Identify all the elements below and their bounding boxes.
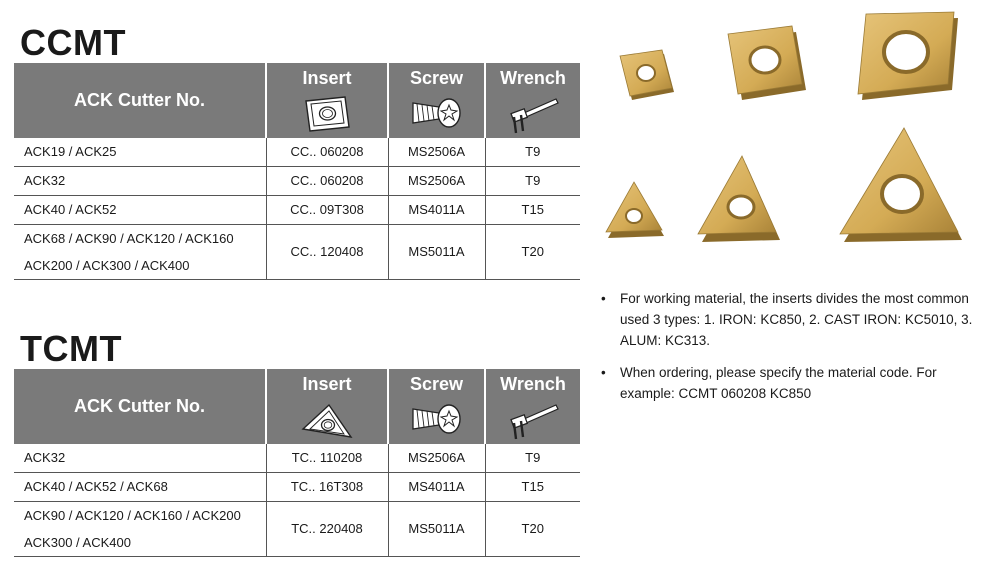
table-row bbox=[14, 225, 580, 280]
note-item bbox=[598, 288, 988, 351]
cutter-cell bbox=[14, 225, 266, 280]
cutter-number: ACK40 / ACK52 / ACK68 bbox=[24, 479, 168, 494]
screw-code-cell: MS2506A bbox=[388, 167, 485, 196]
cutter-number: ACK19 / ACK25 bbox=[24, 144, 117, 159]
cutter-number: ACK200 / ACK300 / ACK400 bbox=[24, 258, 190, 273]
cutter-cell bbox=[14, 196, 266, 225]
triangular-insert-icon bbox=[299, 399, 355, 443]
screw-code-cell: MS2506A bbox=[388, 138, 485, 167]
screw-code-cell: MS2506A bbox=[388, 444, 485, 473]
ccmt-header-insert-label: Insert bbox=[302, 68, 352, 88]
tcmt-header-cutter: ACK Cutter No. bbox=[14, 369, 266, 444]
bullet-icon: • bbox=[601, 365, 606, 380]
note-item bbox=[598, 362, 988, 404]
ccmt-header-cutter: ACK Cutter No. bbox=[14, 63, 266, 138]
ccmt-header-wrench-label: Wrench bbox=[500, 68, 566, 88]
tcmt-header-insert-label: Insert bbox=[302, 374, 352, 394]
cutter-cell bbox=[14, 444, 266, 473]
wrench-code-cell: T15 bbox=[485, 473, 580, 502]
note-text: When ordering, please specify the material code. For example: CCMT 060208 KC850 bbox=[620, 365, 937, 401]
cutter-cell bbox=[14, 502, 266, 557]
insert-code-cell: CC.. 09T308 bbox=[266, 196, 388, 225]
cutter-number: ACK40 / ACK52 bbox=[24, 202, 117, 217]
cutter-cell bbox=[14, 138, 266, 167]
cutter-number: ACK68 / ACK90 / ACK120 / ACK160 bbox=[24, 231, 234, 246]
cutter-cell bbox=[14, 167, 266, 196]
ccmt-table bbox=[14, 63, 580, 280]
ccmt-header-row bbox=[14, 63, 580, 138]
wrench-code-cell: T15 bbox=[485, 196, 580, 225]
table-row bbox=[14, 196, 580, 225]
table-row bbox=[14, 167, 580, 196]
tcmt-insert-medium-image bbox=[698, 156, 780, 242]
cutter-cell bbox=[14, 473, 266, 502]
wrench-code-cell: T9 bbox=[485, 138, 580, 167]
tcmt-header-wrench bbox=[485, 369, 580, 444]
wrench-code-cell: T9 bbox=[485, 167, 580, 196]
insert-code-cell: CC.. 060208 bbox=[266, 167, 388, 196]
table-row bbox=[14, 444, 580, 473]
ccmt-title: CCMT bbox=[20, 22, 126, 63]
tcmt-insert-large-image bbox=[840, 128, 962, 242]
cutter-number: ACK32 bbox=[24, 173, 66, 188]
cutter-number: ACK90 / ACK120 / ACK160 / ACK200 bbox=[24, 508, 241, 523]
screw-code-cell: MS5011A bbox=[388, 225, 485, 280]
wrench-code-cell: T20 bbox=[485, 225, 580, 280]
notes-list bbox=[598, 288, 988, 415]
rhombic-insert-icon bbox=[301, 93, 353, 135]
screw-code-cell: MS5011A bbox=[388, 502, 485, 557]
torx-wrench-icon bbox=[504, 399, 562, 443]
table-row bbox=[14, 473, 580, 502]
tcmt-header-row bbox=[14, 369, 580, 444]
screw-code-cell: MS4011A bbox=[388, 473, 485, 502]
ccmt-insert-medium-image bbox=[728, 26, 806, 100]
insert-code-cell: CC.. 120408 bbox=[266, 225, 388, 280]
insert-product-images bbox=[600, 8, 985, 248]
tcmt-header-screw-label: Screw bbox=[409, 374, 464, 394]
screw-code-cell: MS4011A bbox=[388, 196, 485, 225]
ccmt-header-screw-label: Screw bbox=[409, 68, 464, 88]
tcmt-table-body bbox=[14, 444, 580, 557]
tcmt-insert-small-image bbox=[606, 182, 664, 238]
wrench-code-cell: T9 bbox=[485, 444, 580, 473]
torx-screw-icon bbox=[409, 399, 465, 439]
bullet-icon: • bbox=[601, 291, 606, 306]
tcmt-header-wrench-label: Wrench bbox=[500, 374, 566, 394]
table-row bbox=[14, 138, 580, 167]
ccmt-insert-small-image bbox=[620, 50, 674, 100]
torx-screw-icon bbox=[409, 93, 465, 133]
tcmt-table bbox=[14, 369, 580, 557]
cutter-number: ACK300 / ACK400 bbox=[24, 535, 131, 550]
ccmt-table-body bbox=[14, 138, 580, 280]
ccmt-insert-large-image bbox=[858, 12, 958, 100]
cutter-number: ACK32 bbox=[24, 450, 66, 465]
tcmt-header-insert bbox=[266, 369, 388, 444]
tcmt-title: TCMT bbox=[20, 328, 122, 369]
note-text: For working material, the inserts divides the most common used 3 types: 1. IRON: KC850, 2. CAST IRON: KC5010, 3. ALUM: KC313. bbox=[620, 291, 973, 348]
table-row bbox=[14, 502, 580, 557]
insert-code-cell: CC.. 060208 bbox=[266, 138, 388, 167]
insert-code-cell: TC.. 110208 bbox=[266, 444, 388, 473]
ccmt-header-screw bbox=[388, 63, 485, 138]
insert-code-cell: TC.. 220408 bbox=[266, 502, 388, 557]
ccmt-header-wrench bbox=[485, 63, 580, 138]
insert-code-cell: TC.. 16T308 bbox=[266, 473, 388, 502]
ccmt-header-insert bbox=[266, 63, 388, 138]
wrench-code-cell: T20 bbox=[485, 502, 580, 557]
torx-wrench-icon bbox=[504, 93, 562, 137]
tcmt-header-screw bbox=[388, 369, 485, 444]
